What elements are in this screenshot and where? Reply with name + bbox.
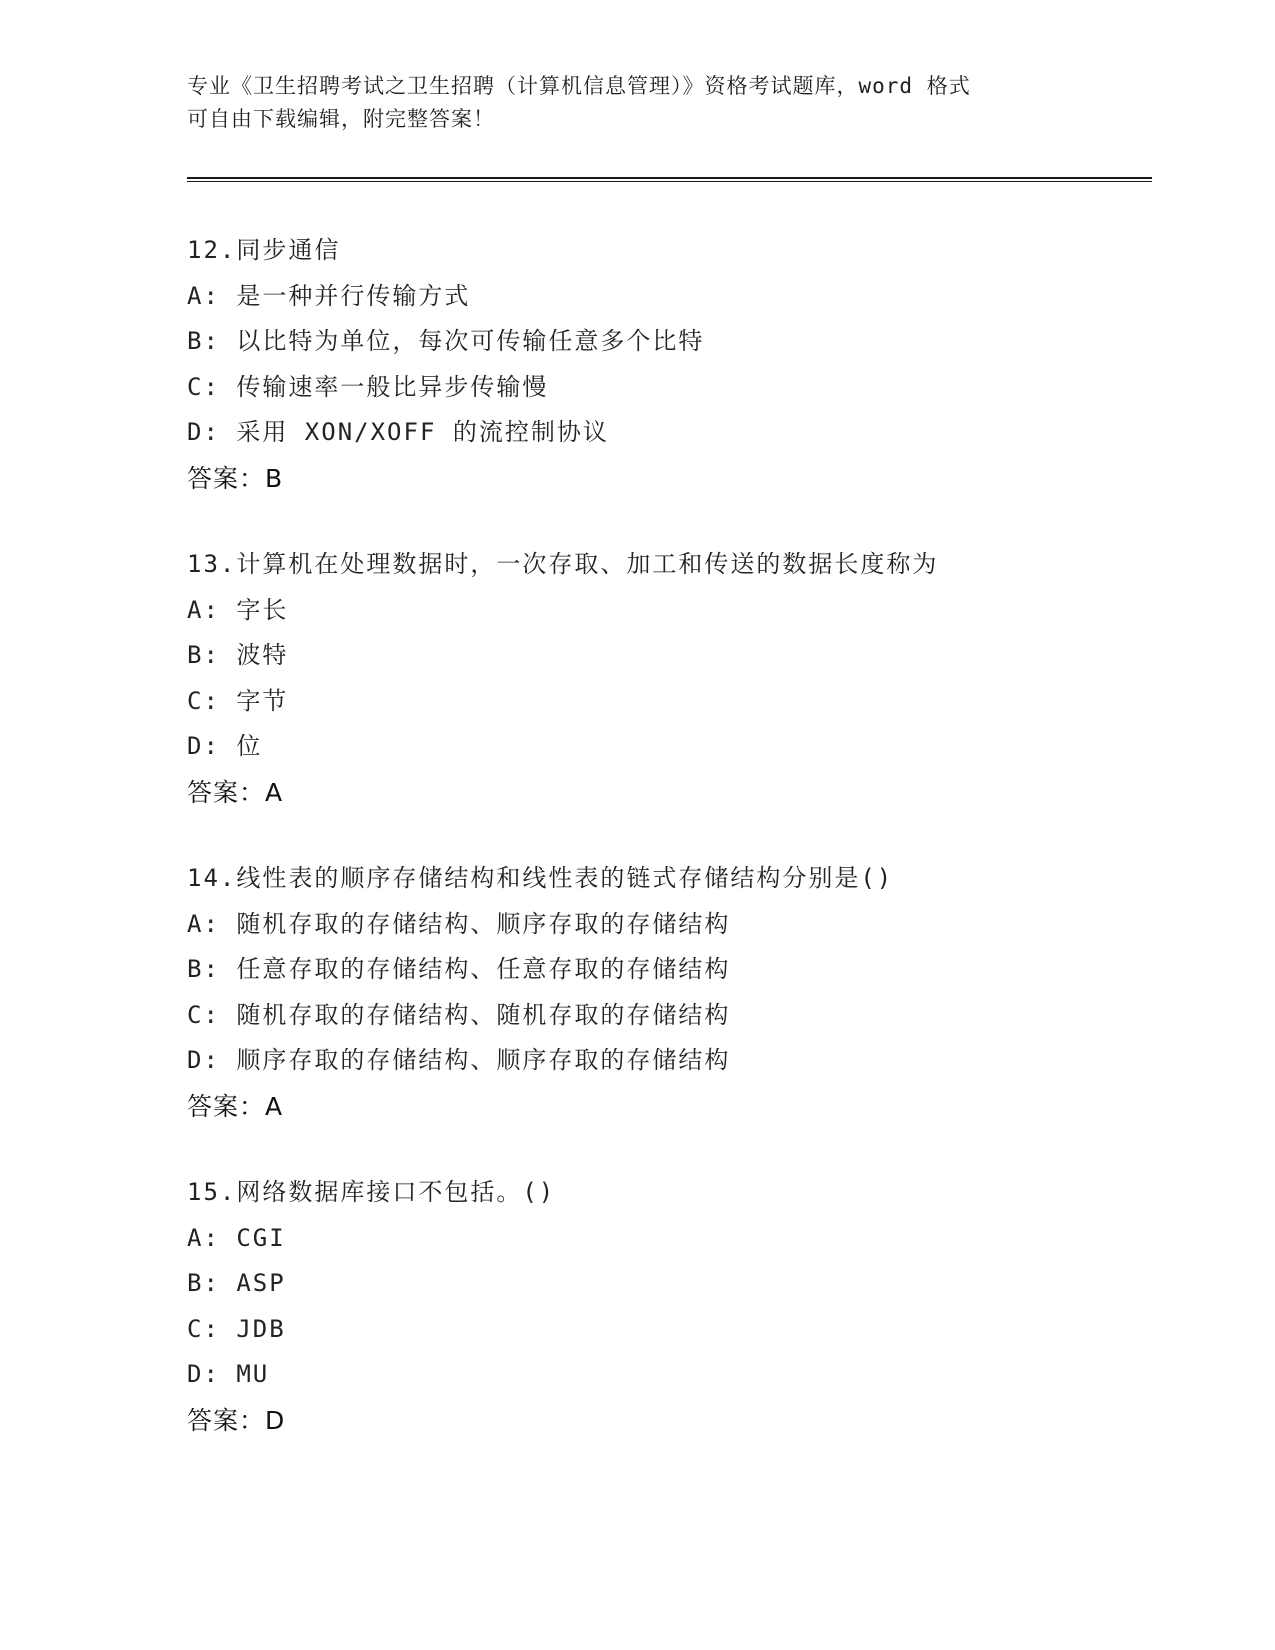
option-a: A: CGI [187,1223,286,1252]
question-13 [187,542,1137,815]
question-stem: 14.线性表的顺序存储结构和线性表的链式存储结构分别是() [187,864,894,892]
option-c: C: 字节 [187,686,289,715]
option-c: C: 传输速率一般比异步传输慢 [187,372,549,401]
question-12 [187,228,1137,501]
answer-label: 答案：B [187,463,284,493]
option-b: B: 波特 [187,641,289,669]
option-d: D: 顺序存取的存储结构、顺序存取的存储结构 [187,1046,731,1074]
question-stem: 15.网络数据库接口不包括。() [187,1178,556,1206]
document-header [187,70,1087,136]
option-c: C: 随机存取的存储结构、随机存取的存储结构 [187,1000,731,1029]
option-d: D: MU [187,1360,270,1388]
option-c: C: JDB [187,1314,286,1343]
option-b: B: ASP [187,1269,286,1297]
option-a: A: 是一种并行传输方式 [187,281,471,310]
header-line-1: 专业《卫生招聘考试之卫生招聘（计算机信息管理）》资格考试题库，word 格式 [187,74,971,98]
answer-label: 答案：A [187,777,284,807]
option-d: D: 位 [187,732,263,760]
question-15 [187,1170,1137,1443]
header-divider-thick [187,177,1152,179]
option-a: A: 字长 [187,595,289,624]
header-line-2: 可自由下载编辑，附完整答案！ [187,107,495,131]
question-stem: 12.同步通信 [187,236,341,264]
answer-label: 答案：D [187,1405,286,1435]
option-b: B: 任意存取的存储结构、任意存取的存储结构 [187,955,731,983]
question-14 [187,856,1137,1129]
option-a: A: 随机存取的存储结构、顺序存取的存储结构 [187,909,731,938]
option-d: D: 采用 XON/XOFF 的流控制协议 [187,418,609,446]
header-divider-thin [187,181,1152,182]
question-stem: 13.计算机在处理数据时，一次存取、加工和传送的数据长度称为 [187,550,939,578]
option-b: B: 以比特为单位，每次可传输任意多个比特 [187,327,705,355]
answer-label: 答案：A [187,1091,284,1121]
